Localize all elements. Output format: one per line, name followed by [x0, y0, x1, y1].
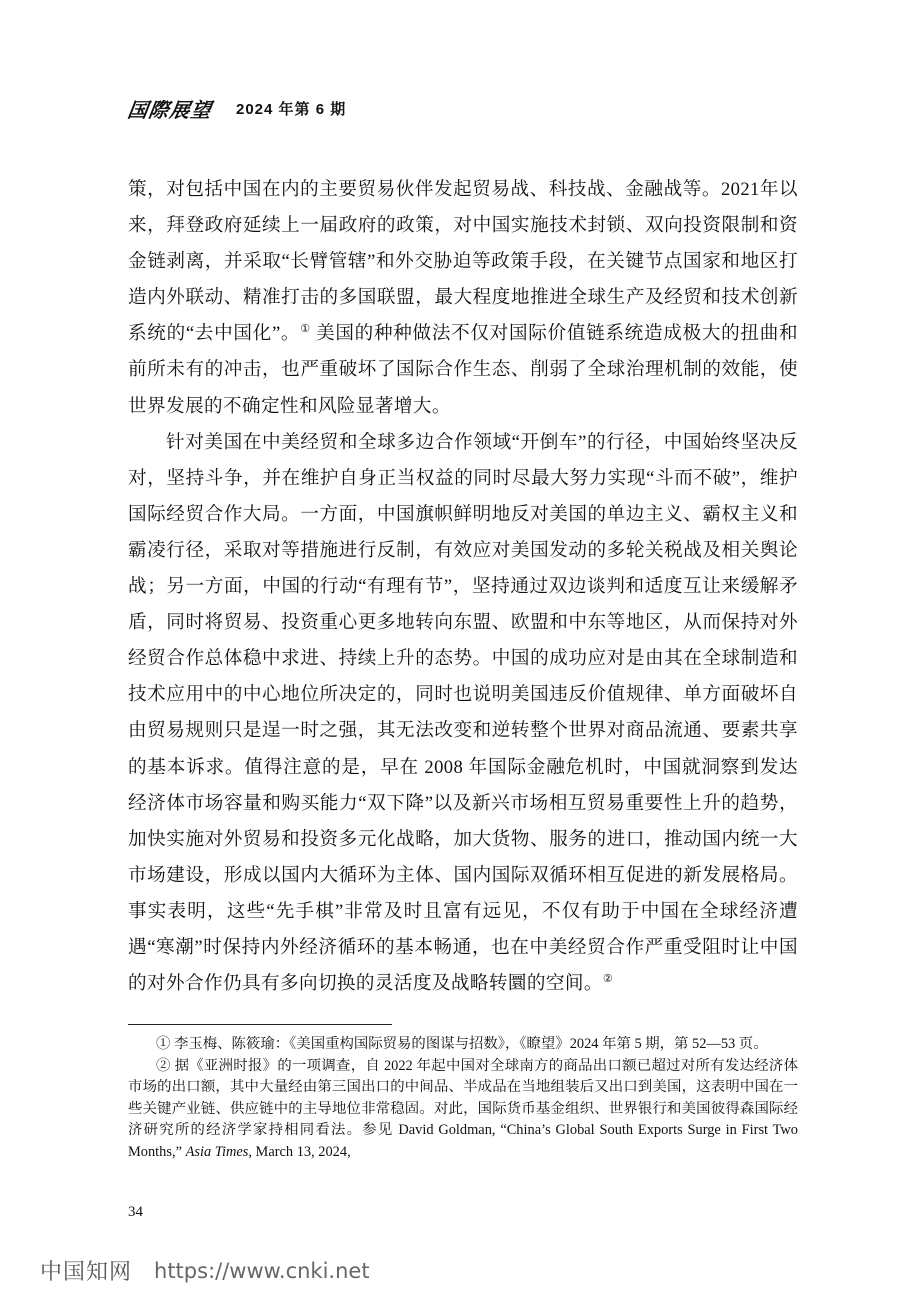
footnote-divider [128, 1024, 392, 1025]
paragraph-1-tail: 美国的种种做法不仅对国际价值链系统造成极大的扭曲和前所未有的冲击，也严重破坏了国际合作生态、削弱了全球治理机制的效能，使世界发展的不确定性和风险显著增大。 [128, 323, 798, 417]
footnote-ref-2[interactable]: ② [602, 973, 614, 986]
watermark-url[interactable]: https://www.cnki.net [154, 1258, 370, 1283]
footnote-1: ① 李玉梅、陈筱瑜：《美国重构国际贸易的图谋与招数》，《瞭望》2024 年第 5 期，第 52—53 页。 [156, 1036, 768, 1052]
footnote-2-journal: Asia Times [185, 1143, 249, 1160]
journal-logo: 国際展望 [126, 97, 214, 122]
footnotes [128, 1034, 798, 1164]
footnote-ref-1[interactable]: ① [300, 323, 311, 336]
watermark-site-name: 中国知网 [40, 1260, 133, 1285]
body-text [128, 172, 798, 1002]
running-header [128, 94, 346, 122]
paragraph-2 [128, 425, 798, 1003]
paragraph-1 [128, 172, 798, 425]
watermark [40, 1255, 370, 1286]
footnote-2-end: , March 13, 2024, [248, 1143, 351, 1160]
issue-label: 2024 年第 6 期 [236, 100, 347, 118]
paragraph-1-text: 策，对包括中国在内的主要贸易伙伴发起贸易战、科技战、金融战等。2021年以来，拜登政府延续上一届政府的政策，对中国实施技术封锁、双向投资限制和资金链剥离，并采取“长臂管辖”和外交胁迫等政策手段，在关键节点国家和地区打造内外联动、精准打击的多国联盟，最大程度地推进全球生产及经贸和技术创新系统的“去中国化”。 [128, 179, 798, 345]
footnote-2-text: ② 据《亚洲时报》的一项调查，自 2022 年起中国对全球南方的商品出口额已超过对所有发达经济体市场的出口额，其中大量经由第三国出口的中间品、半成品在当地组装后又出口到美国，这表明中国在一些关键产业链、供应链中的主导地位非常稳固。对此，国际货币基金组织、世界银行和美国彼得森国际经济研究所的经济学家持相同看法。参见 David Goldman, “China’s Global South Exports Surge in First Two Months,” [128, 1057, 798, 1160]
footnote-2 [128, 1056, 798, 1164]
page-number: 34 [128, 1204, 143, 1220]
paragraph-2-text: 针对美国在中美经贸和全球多边合作领域“开倒车”的行径，中国始终坚决反对，坚持斗争，并在维护自身正当权益的同时尽最大努力实现“斗而不破”，维护国际经贸合作大局。一方面，中国旗帜鲜明地反对美国的单边主义、霸权主义和霸凌行径，采取对等措施进行反制，有效应对美国发动的多轮关税战及相关舆论战；另一方面，中国的行动“有理有节”，坚持通过双边谈判和适度互让来缓解矛盾，同时将贸易、投资重心更多地转向东盟、欧盟和中东等地区，从而保持对外经贸合作总体稳中求进、持续上升的态势。中国的成功应对是由其在全球制造和技术应用中的中心地位所决定的，同时也说明美国违反价值规律、单方面破坏自由贸易规则只是逞一时之强，其无法改变和逆转整个世界对商品流通、要素共享的基本诉求。值得注意的是，早在 2008 年国际金融危机时，中国就洞察到发达经济体市场容量和购买能力“双下降”以及新兴市场相互贸易重要性上升的趋势，加快实施对外贸易和投资多元化战略，加大货物、服务的进口，推动国内统一大市场建设，形成以国内大循环为主体、国内国际双循环相互促进的新发展格局。事实表明，这些“先手棋”非常及时且富有远见，不仅有助于中国在全球经济遭遇“寒潮”时保持内外经济循环的基本畅通，也在中美经贸合作严重受阻时让中国的对外合作仍具有多向切换的灵活度及战略转圜的空间。 [128, 431, 798, 995]
